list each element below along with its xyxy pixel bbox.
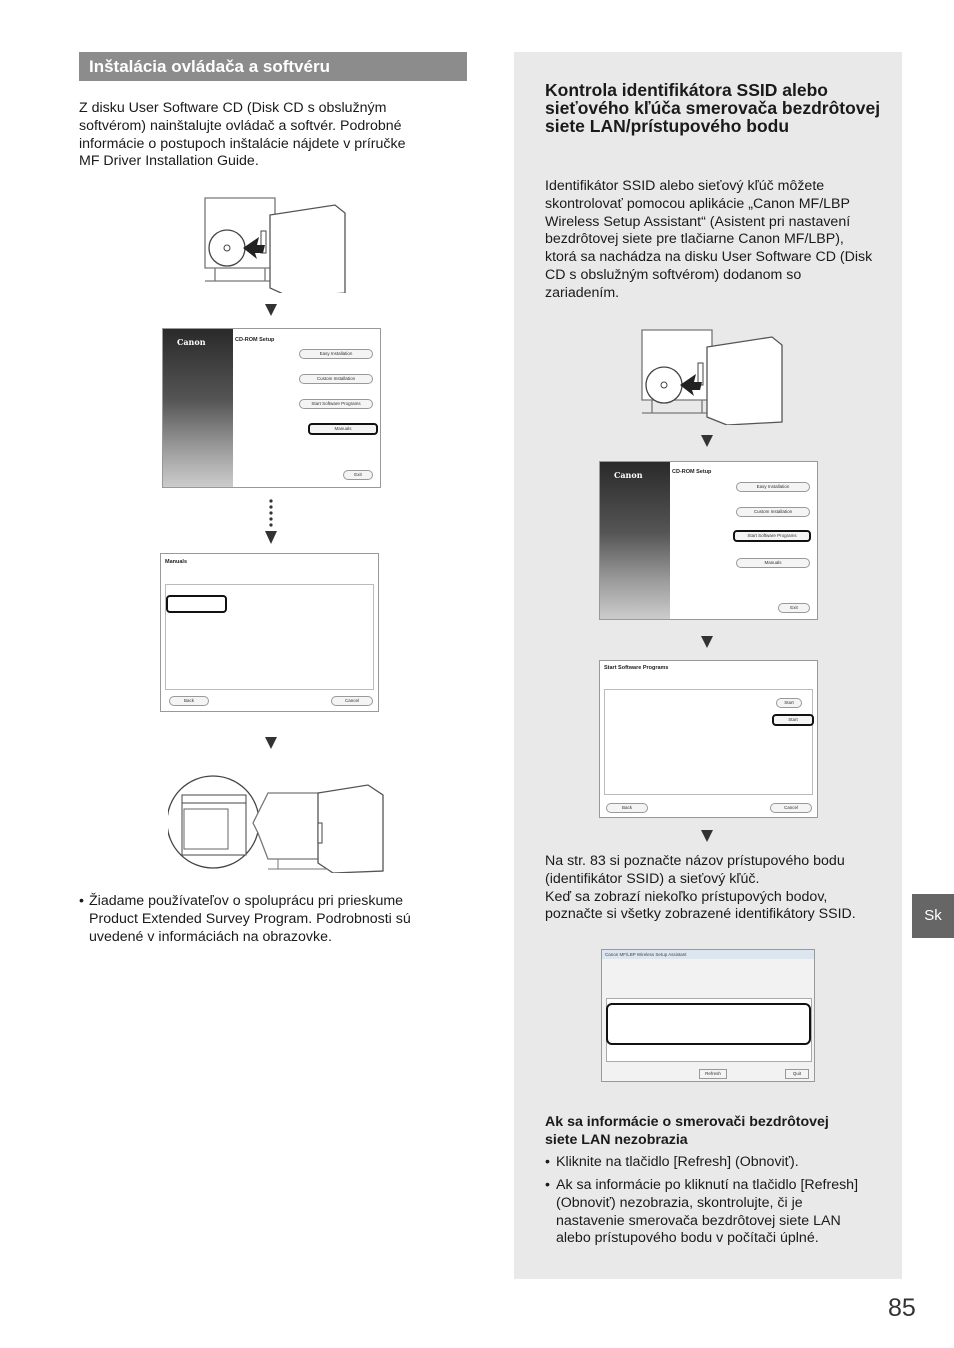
step-arrow-icon	[265, 737, 277, 749]
canon-logo: Canon	[177, 337, 206, 347]
step-arrow-icon	[701, 636, 713, 648]
no-info-subhead: Ak sa informácie o smerovači bezdrôtovej siete LAN nezobrazia	[545, 1114, 829, 1148]
custom-installation-button[interactable]: Custom Installation	[299, 374, 373, 384]
custom-installation-button[interactable]: Custom Installation	[736, 507, 810, 517]
start-software-programs-button[interactable]: Start Software Programs	[299, 399, 373, 409]
start-button[interactable]: Start	[776, 698, 802, 708]
cd-insert-illustration	[632, 325, 792, 425]
cancel-button[interactable]: Cancel	[331, 696, 373, 706]
refresh-bullet-2: • Ak sa informácie po kliknutí na tlačidlo [Refresh] (Obnoviť) nezobrazia, skontrolujte, či je nastavenie smerovača bezdrôtovej siete LAN alebo prístupového bodu v počítači úplné.	[545, 1177, 870, 1248]
wsa-window-title: Canon MF/LBP Wireless Setup Assistant	[605, 952, 687, 957]
start-software-programs-button[interactable]: Start Software Programs	[733, 530, 811, 542]
start-wireless-assistant-button[interactable]: Start	[772, 714, 814, 726]
exit-button[interactable]: Exit	[343, 470, 373, 480]
start-software-programs-screenshot	[599, 660, 818, 818]
installation-intro: Z disku User Software CD (Disk CD s obslužným softvérom) nainštalujte ovládač a softvér. Podrobné informácie o postupoch inštalácie nájdete v príručke MF Driver Installation Guide.	[79, 100, 406, 170]
language-tab: Sk	[912, 894, 954, 938]
cdrom-setup-screenshot	[162, 328, 381, 488]
cdrom-setup-title: CD-ROM Setup	[672, 469, 712, 475]
easy-installation-button[interactable]: Easy Installation	[299, 349, 373, 359]
dotted-arrow-icon	[264, 498, 278, 546]
back-button[interactable]: Back	[606, 803, 648, 813]
bullet-text: Ak sa informácie po kliknutí na tlačidlo [Refresh] (Obnoviť) nezobrazia, skontrolujte, či je nastavenie smerovača bezdrôtovej siete LAN alebo prístupového bodu v počítači úplné.	[556, 1177, 859, 1247]
survey-bullet-text: Žiadame používateľov o spoluprácu pri prieskume Product Extended Survey Program. Podrobnosti sú uvedené v informáciách na obrazovke.	[89, 893, 411, 945]
cd-insert-illustration	[195, 193, 355, 293]
refresh-bullet-1: • Kliknite na tlačidlo [Refresh] (Obnoviť).	[545, 1154, 870, 1172]
step-arrow-icon	[701, 435, 713, 447]
wireless-setup-assistant-screenshot	[601, 949, 815, 1082]
manual-display-illustration	[168, 773, 388, 873]
step-arrow-icon	[265, 304, 277, 316]
step-arrow-icon	[701, 830, 713, 842]
manuals-button[interactable]: Manuals	[736, 558, 810, 568]
ssp-window-title: Start Software Programs	[604, 665, 669, 671]
manuals-window-title: Manuals	[165, 559, 188, 565]
ssid-section-title: Kontrola identifikátora SSID alebo sieťového kľúča smerovača bezdrôtovej siete LAN/prístupového bodu	[545, 80, 881, 136]
ssid-intro: Identifikátor SSID alebo sieťový kľúč môžete skontrolovať pomocou aplikácie „Canon MF/LBP Wireless Setup Assistant“ (Asistent pri nastavení bezdrôtovej siete pre tlačiarne Canon MF/LBP), ktorá sa nachádza na disku User Software CD (Disk CD s obslužným softvérom) dodanom so zariadením.	[545, 178, 873, 301]
bullet-text: Kliknite na tlačidlo [Refresh] (Obnoviť).	[556, 1154, 799, 1170]
refresh-button[interactable]: Refresh	[699, 1069, 727, 1079]
easy-installation-button[interactable]: Easy Installation	[736, 482, 810, 492]
quit-button[interactable]: Quit	[785, 1069, 809, 1079]
survey-bullet: • Žiadame používateľov o spoluprácu pri prieskume Product Extended Survey Program. Podrobnosti sú uvedené v informáciách na obrazovke.	[79, 893, 429, 946]
cdrom-setup-title: CD-ROM Setup	[235, 337, 275, 343]
section-title-installation: Inštalácia ovládača a softvéru	[79, 52, 467, 81]
manuals-button[interactable]: Manuals	[308, 423, 378, 435]
cdrom-setup-screenshot	[599, 461, 818, 620]
back-button[interactable]: Back	[169, 696, 209, 706]
exit-button[interactable]: Exit	[778, 603, 810, 613]
page-number: 85	[888, 1294, 916, 1322]
cancel-button[interactable]: Cancel	[770, 803, 812, 813]
manuals-screenshot	[160, 553, 379, 712]
note-text: Na str. 83 si poznačte názov prístupového bodu (identifikátor SSID) a sieťový kľúč. Keď sa zobrazí niekoľko prístupových bodov, poznačte si všetky zobrazené identifikátory SSID.	[545, 853, 856, 923]
canon-logo: Canon	[614, 470, 643, 480]
